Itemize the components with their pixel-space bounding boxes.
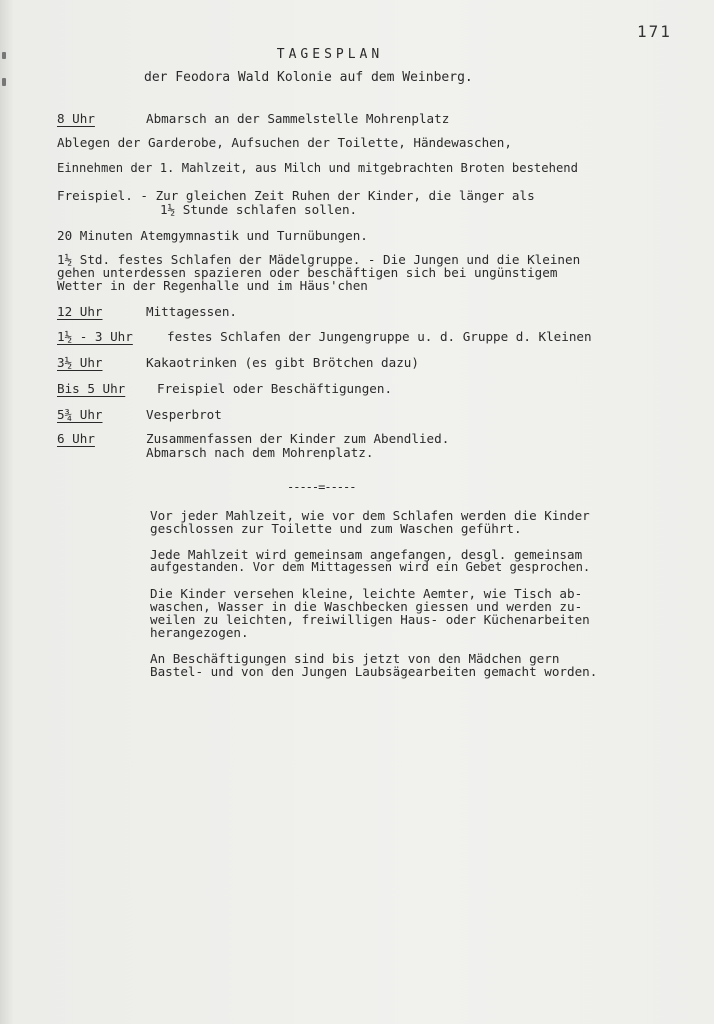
time-label: 3½ Uhr — [57, 355, 103, 370]
schedule-entry: Abmarsch an der Sammelstelle Mohrenplatz — [146, 111, 450, 126]
time-label: 1½ - 3 Uhr — [57, 329, 133, 344]
time-label: Bis 5 Uhr — [57, 381, 126, 396]
schedule-entry: Zusammenfassen der Kinder zum Abendlied. — [146, 431, 450, 446]
page-number: 171 — [637, 22, 672, 41]
schedule-entry: Ablegen der Garderobe, Aufsuchen der Toilette, Händewaschen, — [57, 135, 512, 150]
schedule-entry: festes Schlafen der Jungengruppe u. d. Gruppe d. Kleinen — [167, 329, 592, 344]
note-line: An Beschäftigungen sind bis jetzt von den Mädchen gern — [150, 651, 560, 666]
document-subtitle: der Feodora Wald Kolonie auf dem Weinberg. — [144, 70, 473, 85]
schedule-entry: Mittagessen. — [146, 304, 237, 319]
schedule-entry: 1½ Stunde schlafen sollen. — [160, 202, 358, 217]
document-title: TAGESPLAN — [276, 47, 384, 62]
schedule-entry: Abmarsch nach dem Mohrenplatz. — [146, 445, 374, 460]
note-line: herangezogen. — [150, 625, 249, 640]
schedule-entry: Vesperbrot — [146, 407, 222, 422]
section-divider: -----=----- — [287, 480, 356, 494]
time-label: 5¾ Uhr — [57, 407, 103, 422]
time-label: 8 Uhr — [57, 111, 95, 126]
schedule-entry: Freispiel oder Beschäftigungen. — [157, 381, 393, 396]
schedule-entry: Einnehmen der 1. Mahlzeit, aus Milch und mitgebrachten Broten bestehend — [57, 161, 578, 175]
note-line: Bastel- und von den Jungen Laubsägearbeiten gemacht worden. — [150, 664, 598, 679]
hole-punch-mark — [2, 78, 6, 86]
schedule-entry: Freispiel. - Zur gleichen Zeit Ruhen der Kinder, die länger als — [57, 188, 535, 203]
schedule-entry: Wetter in der Regenhalle und im Häus'chen — [57, 278, 368, 293]
note-line: waschen, Wasser in die Waschbecken giessen und werden zu- — [150, 599, 583, 614]
note-line: Vor jeder Mahlzeit, wie vor dem Schlafen werden die Kinder — [150, 508, 590, 523]
schedule-entry: Kakaotrinken (es gibt Brötchen dazu) — [146, 355, 419, 370]
schedule-entry: 1½ Std. festes Schlafen der Mädelgruppe. - Die Jungen und die Kleinen — [57, 252, 581, 267]
schedule-entry: 20 Minuten Atemgymnastik und Turnübungen. — [57, 228, 368, 243]
note-line: Die Kinder versehen kleine, leichte Aemter, wie Tisch ab- — [150, 586, 583, 601]
note-line: weilen zu leichten, freiwilligen Haus- oder Küchenarbeiten — [150, 612, 590, 627]
schedule-entry: gehen unterdessen spazieren oder beschäftigen sich bei ungünstigem — [57, 265, 558, 280]
note-line: geschlossen zur Toilette und zum Waschen geführt. — [150, 521, 522, 536]
note-line: Jede Mahlzeit wird gemeinsam angefangen, desgl. gemeinsam — [150, 547, 583, 562]
time-label: 12 Uhr — [57, 304, 103, 319]
note-line: aufgestanden. Vor dem Mittagessen wird ein Gebet gesprochen. — [150, 560, 591, 574]
time-label: 6 Uhr — [57, 431, 95, 446]
